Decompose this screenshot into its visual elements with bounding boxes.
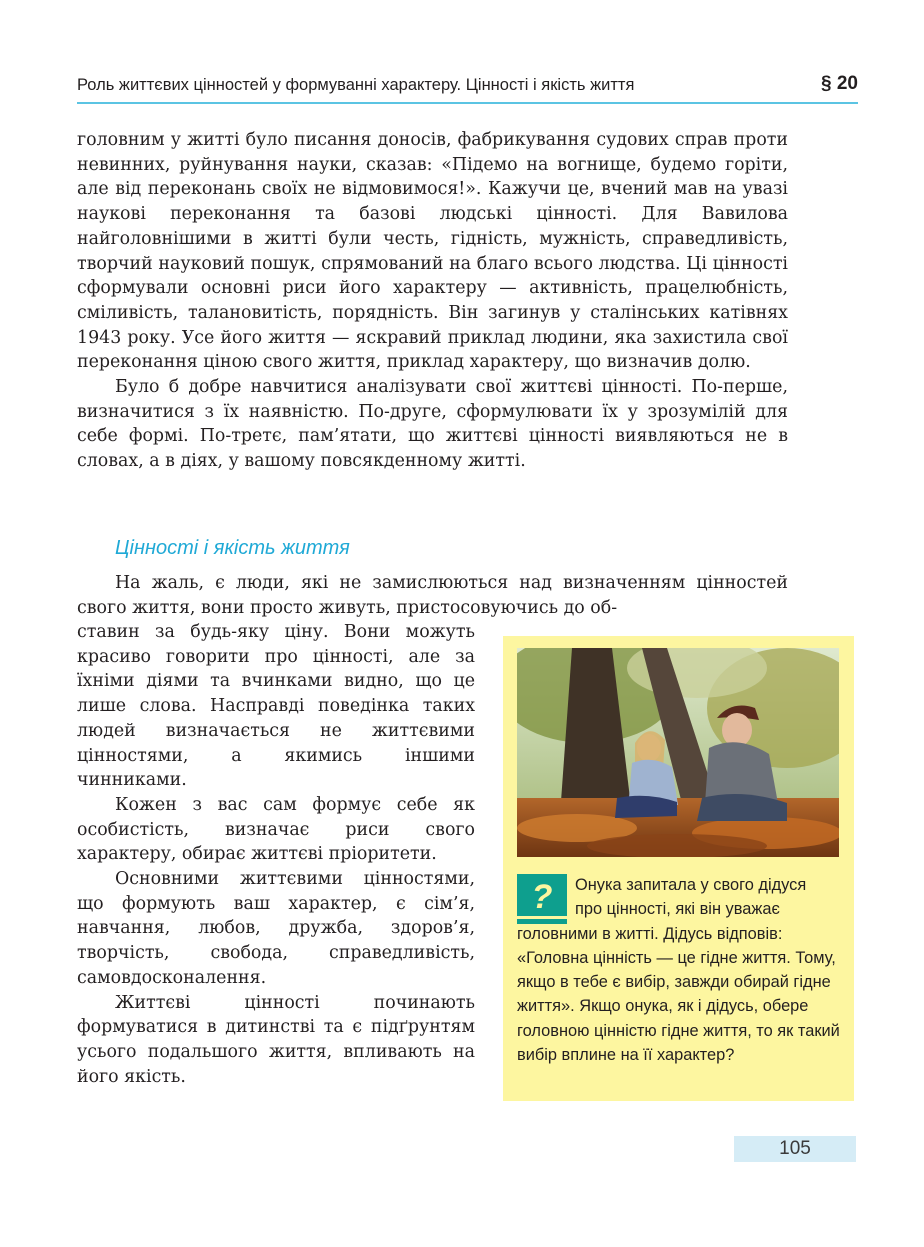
intro-paragraph-2: Було б добре навчитися аналізувати свої життєві цінності. По-перше, визначитися з їх наявністю. По-друге, сформулювати їх у зрозумілій для себе формі. По-третє, пам’ятати, що життєві цінності виявляються не в словах, а в діях, у вашому повсякденному житті. [77, 377, 788, 472]
intro-text [77, 128, 788, 474]
section-paragraph-2: Кожен з вас сам формує себе як особистість, визначає риси свого характеру, обирає життєві пріоритети. [77, 794, 475, 865]
section-paragraph-3: Основними життєвими цінностями, що формують ваш характер, є сім’я, навчання, любов, дружба, здоров’я, творчість, свобода, справедливість, самовдосконалення. [77, 869, 475, 988]
intro-paragraph-1: головним у житті було писання доносів, фабрикування судових справ проти невинних, руйнування науки, сказав: «Підемо на вогнище, будемо горіти, але від переконань своїх не відмовимося!». Кажучи це, вчений мав на увазі наукові переконання та базові людські цінності. Для Вавилова найголовнішими в житті були честь, гідність, мужність, справедливість, творчий науковий пошук, спрямований на благо всього людства. Ці цінності сформували основні риси його характеру — активність, працелюбність, сміливість, талановитість, порядність. Він загинув у сталінських катівнях 1943 року. Усе його життя — яскравий приклад людини, яка захистила свої переконання ціною свого життя, приклад характеру, що визначив долю. [77, 130, 788, 373]
photo-grandfather-granddaughter [517, 648, 839, 857]
section-paragraph-4: Життєві цінності починають формуватися в дитинстві та є підґрунтям усього подальшого життя, впливають на його якість. [77, 992, 475, 1087]
chapter-title: Роль життєвих цінностей у формуванні характеру. Цінності і якість життя [77, 76, 635, 94]
question-sidebar [503, 636, 854, 1101]
section-paragraph-1-start: На жаль, є люди, які не замислюються над визначенням цінностей свого життя, вони просто живуть, пристосовуючись до об- [77, 573, 788, 618]
section-heading: Цінності і якість життя [115, 537, 350, 559]
running-head [77, 70, 858, 104]
section-wide-text [77, 571, 788, 620]
question-text [517, 873, 841, 1067]
question-text-rest: про цінності, які він уважає головними в житті. Дідусь відповів: «Головна цінність — це гідне життя. Тому, якщо в тебе є вибір, завжди обирай гідне життя». Якщо онука, як і дідусь, обере головною цінністю гідне життя, то як такий вибір вплине на її характер? [517, 900, 840, 1065]
page-number: 105 [734, 1136, 856, 1162]
section-narrow-text [77, 620, 475, 1089]
paragraph-number: § 20 [821, 73, 858, 94]
section-paragraph-1-end: ставин за будь-яку ціну. Вони можуть красиво говорити про цінності, але за їхніми діями та вчинками видно, що це лише слова. Насправді поведінка таких людей визначається не життєвими цінностями, а якимись іншими чинниками. [77, 622, 475, 791]
svg-text:?: ? [531, 878, 553, 916]
question-text-first-line: Онука запитала у свого дідуся [575, 876, 807, 894]
